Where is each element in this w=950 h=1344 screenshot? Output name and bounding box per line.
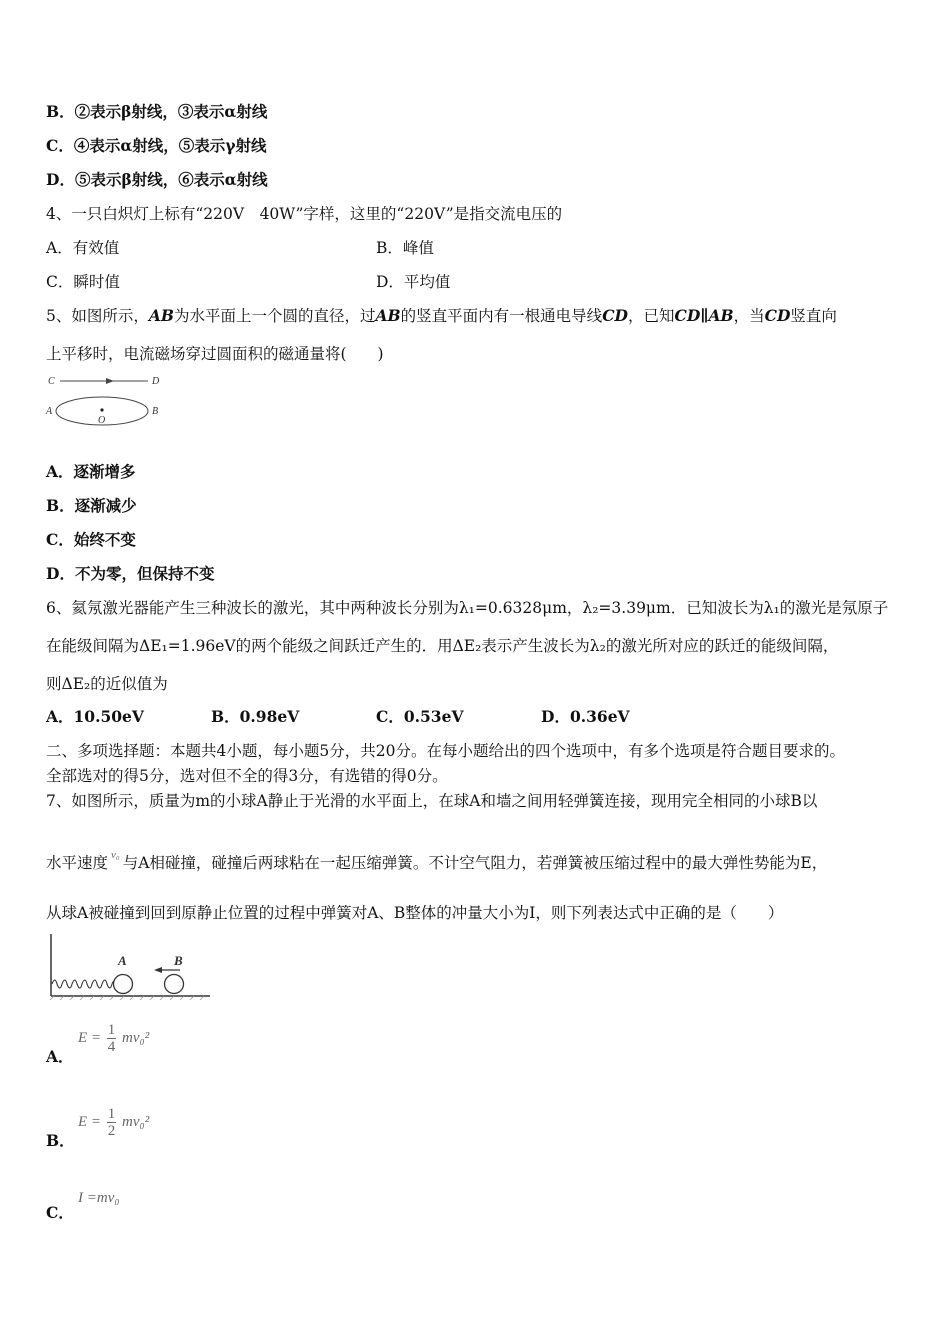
- q7-label-b: B: [174, 953, 183, 968]
- q5-option-d: D．不为零，但保持不变: [46, 564, 215, 583]
- q5-stem-line1: 5、如图所示，AB为水平面上一个圆的直径，过AB的竖直平面内有一根通电导线CD，已知CD∥AB，当CD竖直向: [46, 306, 837, 325]
- q7-option-a-label: A．: [46, 1047, 74, 1066]
- q7-line1: 7、如图所示，质量为m的小球A静止于光滑的水平面上，在球A和墙之间用轻弹簧连接，现用完全相同的小球B以: [46, 792, 818, 810]
- q7-line2: 水平速度 $^{v_0}$ 与A相碰撞，碰撞后两球粘在一起压缩弹簧。不计空气阻力，若弹簧被压缩过程中的最大弹性势能为E，: [46, 849, 828, 872]
- section2-line2: 全部选对的得5分，选对但不全的得3分，有选错的得0分。: [46, 767, 448, 785]
- q5-option-b: B．逐渐减少: [46, 496, 137, 515]
- q6-option-b: B．0.98eV: [211, 707, 300, 726]
- q5-label-a: A: [46, 406, 53, 417]
- q4-option-b: B．峰值: [376, 239, 434, 257]
- q7-option-a-formula: E = $\frac{1}{4}$ mv₀²: [78, 1022, 150, 1055]
- q7-option-c-formula: I =mv₀: [78, 1190, 120, 1206]
- q7-option-c-label: C．: [46, 1203, 74, 1222]
- q6-option-c: C．0.53eV: [376, 707, 464, 726]
- q7-label-a: A: [118, 953, 127, 968]
- q7-line3: 从球A被碰撞到回到原静止位置的过程中弹簧对A、B整体的冲量大小为I，则下列表达式中正确的是（ ）: [46, 904, 784, 922]
- q7-v0-symbol: v₀: [111, 849, 120, 861]
- q6-option-d: D．0.36eV: [541, 707, 630, 726]
- velocity-arrow-icon: [154, 967, 162, 973]
- q4-option-d: D．平均值: [376, 273, 451, 291]
- section2-line1: 二、多项选择题：本题共4小题，每小题5分，共20分。在每小题给出的四个选项中，有多个选项是符合题目要求的。: [46, 742, 845, 760]
- q6-line3: 则ΔE₂的近似值为: [46, 675, 168, 693]
- q3-option-c: C．④表示α射线，⑤表示γ射线: [46, 136, 267, 155]
- q5-label-d: D: [152, 376, 160, 387]
- q6-option-a: A．10.50eV: [46, 707, 144, 726]
- q5-label-c: C: [48, 376, 55, 387]
- ball-a: [114, 975, 133, 994]
- q4-option-a: A．有效值: [46, 239, 120, 257]
- q6-line1: 6、氦氖激光器能产生三种波长的激光，其中两种波长分别为λ₁=0.6328μm，λ₂=3.39μm．已知波长为λ₁的激光是氖原子: [46, 599, 889, 617]
- q3-option-d: D．⑤表示β射线，⑥表示α射线: [46, 170, 268, 189]
- q5-option-a: A．逐渐增多: [46, 462, 136, 481]
- q4-stem: 4、一只白炽灯上标有“220V 40W”字样，这里的“220V”是指交流电压的: [46, 205, 563, 223]
- ball-b: [165, 975, 184, 994]
- q5-label-b: B: [152, 406, 159, 417]
- q7-option-b-label: B．: [46, 1131, 75, 1150]
- q7-figure: [46, 932, 214, 1002]
- q5-figure: [44, 372, 174, 432]
- spring-icon: [52, 980, 118, 988]
- q6-line2: 在能级间隔为ΔE₁=1.96eV的两个能级之间跃迁产生的．用ΔE₂表示产生波长为λ₂的激光所对应的跃迁的能级间隔，: [46, 637, 839, 655]
- q5-option-c: C．始终不变: [46, 530, 136, 549]
- q5-stem-line2: 上平移时，电流磁场穿过圆面积的磁通量将( ): [46, 345, 384, 363]
- center-dot: [100, 408, 103, 411]
- q3-option-b: B．②表示β射线，③表示α射线: [46, 102, 268, 121]
- q7-option-b-formula: E = $\frac{1}{2}$ mv₀²: [78, 1106, 150, 1139]
- q4-option-c: C．瞬时值: [46, 273, 120, 291]
- q5-label-o: O: [98, 415, 106, 426]
- current-arrow-icon: [106, 378, 114, 384]
